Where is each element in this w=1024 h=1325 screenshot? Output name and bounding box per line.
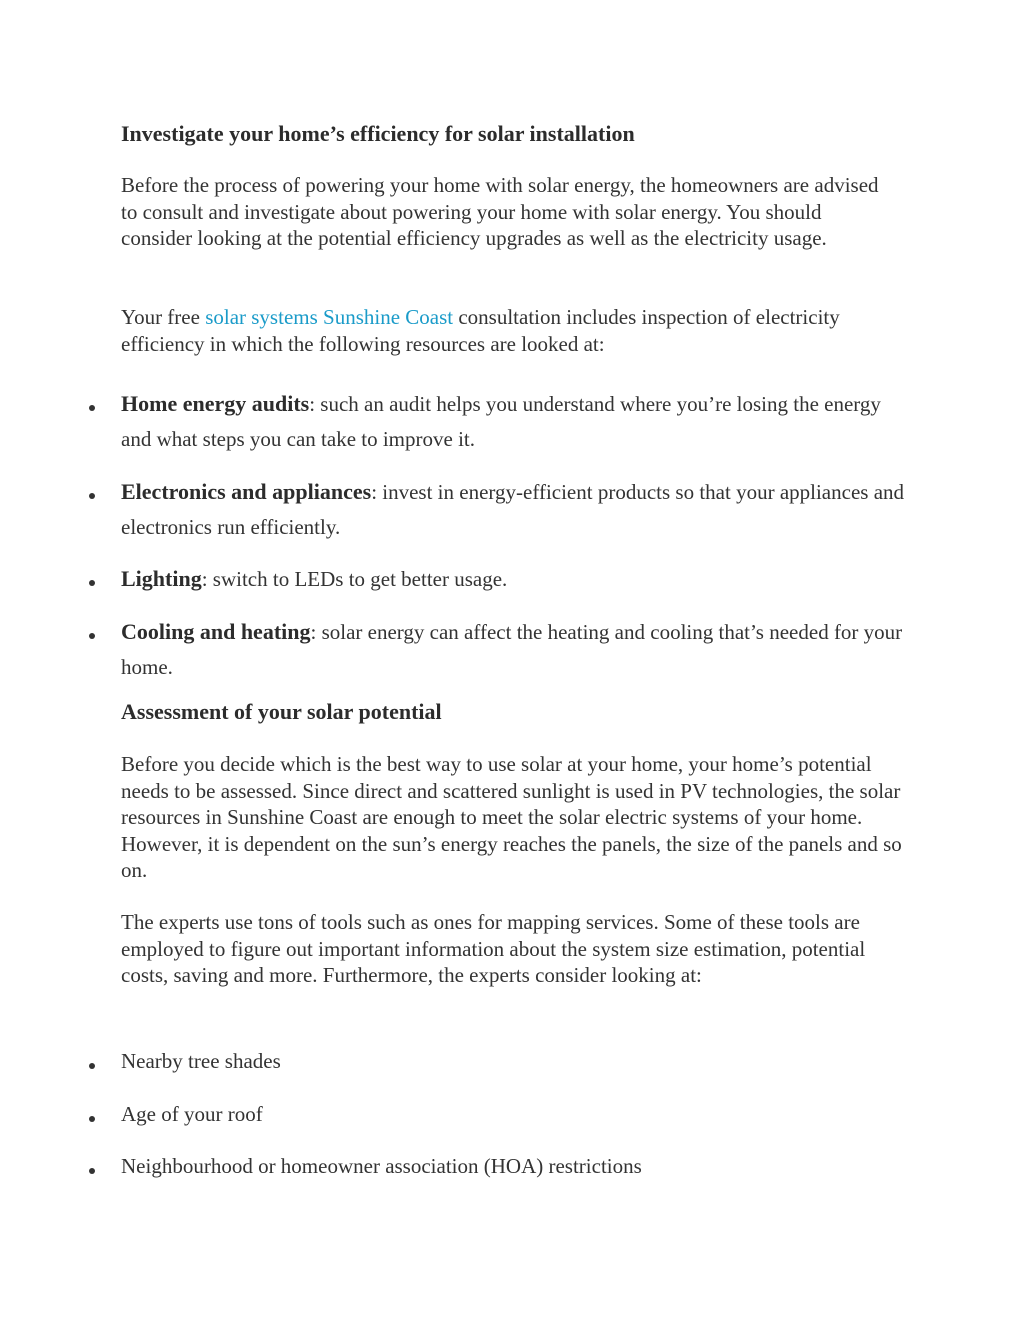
list-item-home-energy-audits [121,386,911,457]
bullet-icon [89,405,95,411]
list-item-electronics-appliances [121,474,911,545]
list-item-text: : such an audit helps you understand where you’re losing the energy and what steps you can take to improve it. [121,392,881,451]
bullet-icon [89,1063,95,1069]
intro-paragraph: Before the process of powering your home with solar energy, the homeowners are advised to consult and investigate about powering your home with solar energy. You should consider looking at the potential efficiency upgrades as well as the electricity usage. [121,173,879,250]
section-heading-efficiency: Investigate your home’s efficiency for solar installation [121,121,635,146]
bullet-icon [89,493,95,499]
list-item-text: : switch to LEDs to get better usage. [201,567,508,591]
list-item-text: : solar energy can affect the heating and cooling that’s needed for your home. [121,620,903,679]
list-item-term: Cooling and heating [121,619,311,644]
section-heading-assessment: Assessment of your solar potential [121,699,442,724]
assessment-paragraph: Before you decide which is the best way to use solar at your home, your home’s potential needs to be assessed. Since direct and scattered sunlight is used in PV technologies, the solar resources in Sunshine Coast are enough to meet the solar electric systems of your home. However, it is dependent on the sun’s energy reaches the panels, the size of the panels and so on. [121,752,902,882]
list-item-text: : invest in energy-efficient products so that your appliances and electronics run efficiently. [121,480,905,539]
consultation-paragraph [121,304,911,357]
list-item-term: Home energy audits [121,391,310,416]
experts-paragraph: The experts use tons of tools such as ones for mapping services. Some of these tools are employed to figure out important information about the system size estimation, potential costs, saving and more. Furthermore, the experts consider looking at: [121,910,866,987]
list-item-roof-age: Age of your roof [121,1102,263,1126]
bullet-icon [89,633,95,639]
bullet-icon [89,1116,95,1122]
list-item-lighting [121,561,911,597]
list-item-term: Lighting [121,566,202,591]
bullet-icon [89,580,95,586]
consultation-text-after: consultation includes inspection of electricity efficiency in which the following resources are looked at: [121,305,840,356]
list-item-hoa-restrictions: Neighbourhood or homeowner association (HOA) restrictions [121,1154,642,1178]
list-item-term: Electronics and appliances [121,479,372,504]
bullet-icon [89,1168,95,1174]
list-item-tree-shades: Nearby tree shades [121,1049,281,1073]
list-item-cooling-heating [121,614,911,685]
consultation-text-before: Your free [121,305,206,329]
solar-systems-link[interactable]: solar systems Sunshine Coast [205,305,454,329]
